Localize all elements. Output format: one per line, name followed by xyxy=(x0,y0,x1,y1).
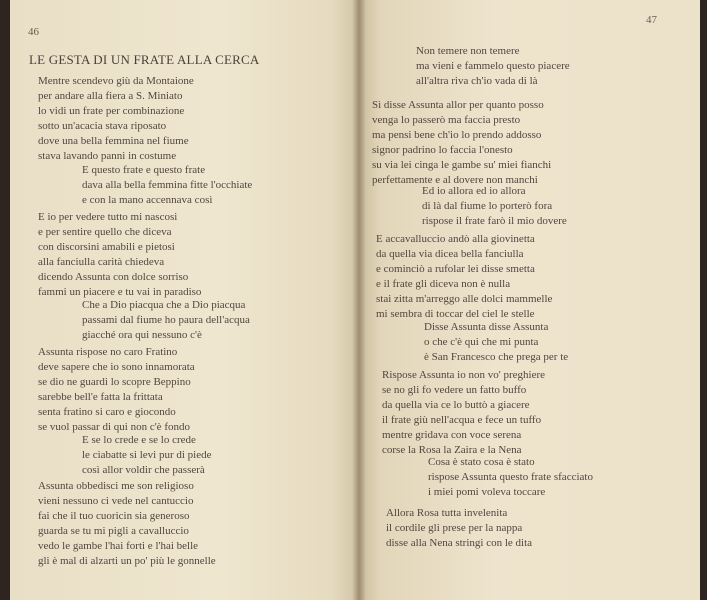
verse-line: E io per vedere tutto mi nascosi xyxy=(38,211,178,223)
verse-line: Disse Assunta disse Assunta xyxy=(424,321,549,333)
verse-line: le ciabatte si levi pur di piede xyxy=(82,449,212,462)
verse-line: da quella via ce lo buttò a giacere xyxy=(382,399,530,412)
verse-line: Allora Rosa tutta invelenita xyxy=(386,507,508,519)
stanza-right-7 xyxy=(428,455,593,500)
verse-line: ma pensi bene ch'io lo prendo addosso xyxy=(372,129,542,142)
stanza-left-5 xyxy=(38,345,195,436)
verse-line: sotto un'acacia stava riposato xyxy=(38,120,167,133)
verse-line: senta fratino si caro e giocondo xyxy=(38,406,176,419)
verse-line: il frate giù nell'acqua e fece un tuffo xyxy=(382,414,542,427)
stanza-left-6 xyxy=(82,433,212,478)
verse-line: signor padrino lo faccia l'onesto xyxy=(372,144,513,157)
verse-line: dava alla bella femmina fitte l'occhiate xyxy=(82,179,253,192)
verse-line: su via lei cinga le gambe su' miei fianchi xyxy=(372,159,552,172)
verse-line: Cosa è stato cosa è stato xyxy=(428,456,535,468)
verse-line: se dio ne guardi lo scopre Beppino xyxy=(38,376,191,389)
verse-line: guarda se tu mi pigli a cavalluccio xyxy=(38,525,189,538)
verse-line: disse alla Nena stringi con le dita xyxy=(386,537,533,550)
right-background-edge xyxy=(700,0,707,600)
verse-line: passami dal fiume ho paura dell'acqua xyxy=(82,314,250,327)
verse-line: alla fanciulla carità chiedeva xyxy=(38,256,165,269)
verse-line: fai che il tuo cuoricin sia generoso xyxy=(38,510,190,523)
verse-line: Che a Dio piacqua che a Dio piacqua xyxy=(82,299,246,311)
verse-line: e cominciò a rufolar lei disse smetta xyxy=(376,263,535,276)
verse-line: rispose il frate farò il mio dovere xyxy=(422,215,567,228)
verse-line: Non temere non temere xyxy=(416,45,520,57)
verse-line: mentre gridava con voce serena xyxy=(382,429,522,442)
verse-line: Rispose Assunta io non vo' preghiere xyxy=(382,369,545,381)
verse-line: giacché ora qui nessuno c'è xyxy=(82,329,202,342)
stanza-left-1 xyxy=(38,74,194,165)
verse-line: Assunta obbedisci me son religioso xyxy=(38,480,194,492)
stanza-left-3 xyxy=(38,210,201,301)
verse-line: da quella via dicea bella fanciulla xyxy=(376,248,524,261)
stanza-right-8 xyxy=(386,506,532,551)
verse-line: i miei pomi voleva toccare xyxy=(428,486,546,499)
verse-line: stai zitta m'arreggo alle dolci mammelle xyxy=(376,293,553,306)
poem-title: LE GESTA DI UN FRATE ALLA CERCA xyxy=(29,52,260,67)
verse-line: se vuol passar di qui non c'è fondo xyxy=(38,421,190,434)
book-gutter xyxy=(352,0,366,600)
verse-line: per andare alla fiera a S. Miniato xyxy=(38,90,183,103)
verse-line: dicendo Assunta con dolce sorriso xyxy=(38,271,189,284)
verse-line: il cordile gli prese per la nappa xyxy=(386,522,523,535)
verse-line: venga lo passerò ma faccia presto xyxy=(372,114,521,127)
verse-line: rispose Assunta questo frate sfacciato xyxy=(428,471,593,484)
verse-line: all'altra riva ch'io vada di là xyxy=(416,75,538,88)
verse-line: gli è mal di alzarti un po' più le gonnelle xyxy=(38,555,216,568)
verse-line: E accavalluccio andò alla giovinetta xyxy=(376,233,535,245)
verse-line: E questo frate e questo frate xyxy=(82,164,206,176)
verse-line: o che c'è qui che mi punta xyxy=(424,336,539,349)
stanza-left-7 xyxy=(38,479,216,570)
verse-line: vedo le gambe l'hai forti e l'hai belle xyxy=(38,540,199,553)
verse-line: così allor voldir che passerà xyxy=(82,464,205,477)
verse-line: E se lo crede e se lo crede xyxy=(82,434,196,446)
verse-line: è San Francesco che prega per te xyxy=(424,351,569,364)
verse-line: perfettamente e al dovere non manchi xyxy=(372,174,538,187)
verse-line: e il frate gli diceva non è nulla xyxy=(376,278,511,291)
stanza-right-2 xyxy=(372,98,551,189)
verse-line: e con la mano accennava così xyxy=(82,194,213,207)
stanza-right-3 xyxy=(422,184,567,229)
stanza-left-2 xyxy=(82,163,252,208)
verse-line: se no gli fo vedere un fatto buffo xyxy=(382,384,527,397)
left-background-edge xyxy=(0,0,10,600)
stanza-left-4 xyxy=(82,298,250,343)
page-number-right: 47 xyxy=(646,14,657,26)
verse-line: e per sentire quello che diceva xyxy=(38,226,172,239)
stanza-right-4 xyxy=(376,232,552,323)
verse-line: Assunta rispose no caro Fratino xyxy=(38,346,178,358)
verse-line: Mentre scendevo giù da Montaione xyxy=(38,75,194,87)
verse-line: stava lavando panni in costume xyxy=(38,150,177,163)
verse-line: con discorsini amabili e pietosi xyxy=(38,241,175,254)
stanza-right-5 xyxy=(424,320,568,365)
verse-line: dove una bella femmina nel fiume xyxy=(38,135,189,148)
verse-line: ma vieni e fammelo questo piacere xyxy=(416,60,570,73)
verse-line: mi sembra di toccar del ciel le stelle xyxy=(376,308,535,321)
verse-line: Sì disse Assunta allor per quanto posso xyxy=(372,99,544,111)
verse-line: sarebbe bell'e fatta la frittata xyxy=(38,391,163,404)
verse-line: vieni nessuno ci vede nel cantuccio xyxy=(38,495,194,508)
verse-line: Ed io allora ed io allora xyxy=(422,185,526,197)
verse-line: deve sapere che io sono innamorata xyxy=(38,361,195,374)
verse-line: fammi un piacere e tu vai in paradiso xyxy=(38,286,202,299)
verse-line: di là dal fiume lo porterò fora xyxy=(422,200,553,213)
page-number-left: 46 xyxy=(28,26,39,38)
stanza-right-1 xyxy=(416,44,570,89)
verse-line: corse la Rosa la Zaira e la Nena xyxy=(382,444,522,457)
stanza-right-6 xyxy=(382,368,545,459)
verse-line: lo vidi un frate per combinazione xyxy=(38,105,185,118)
